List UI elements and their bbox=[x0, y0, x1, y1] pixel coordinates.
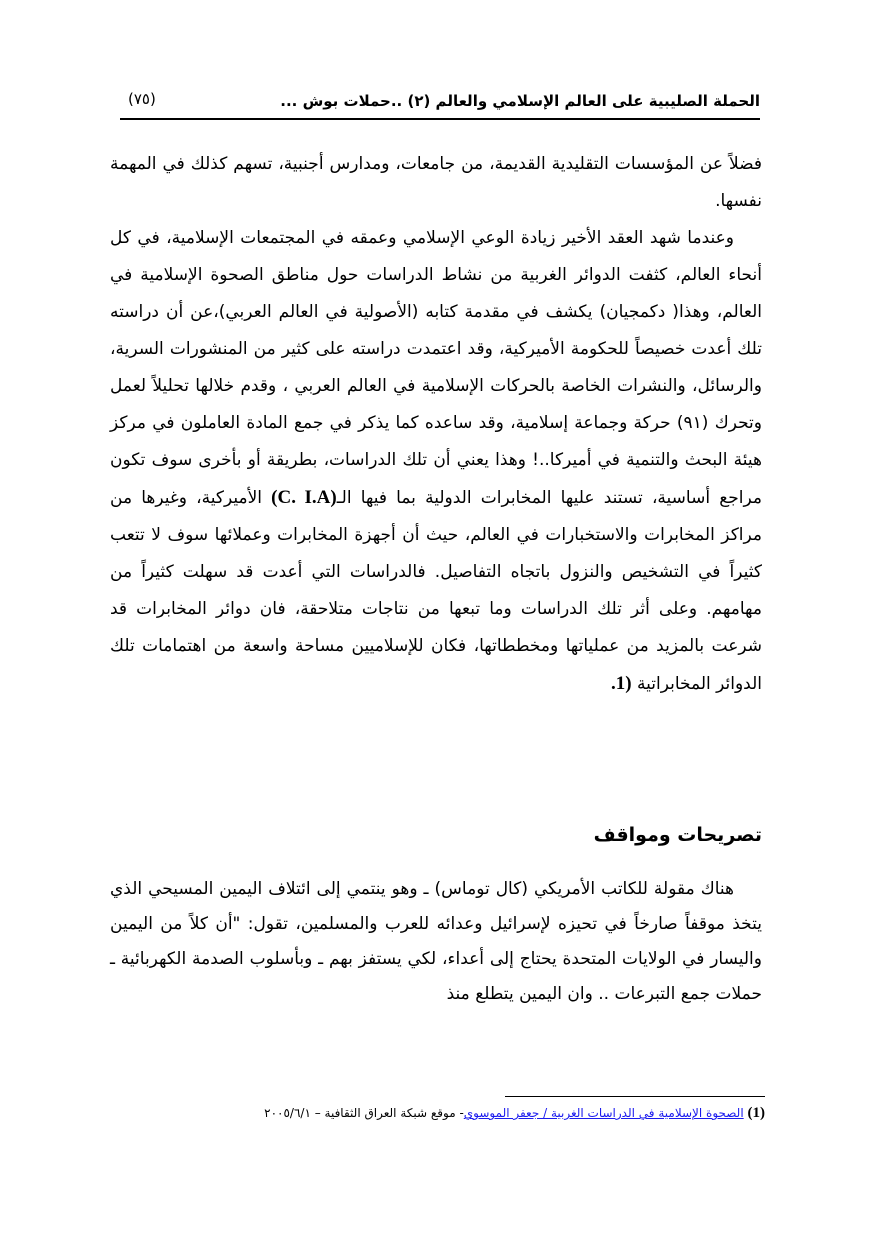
paragraph-1: فضلاً عن المؤسسات التقليدية القديمة، من جامعات، ومدارس أجنبية، تسهم كذلك في المهمة نفسها. bbox=[110, 154, 762, 211]
section-paragraph-1: هناك مقولة للكاتب الأمريكي (كال توماس) ـ وهو ينتمي إلى ائتلاف اليمين المسيحي الذي يتخذ موقفاً صارخاً في تحيزه لإسرائيل وعدائه للعرب والمسلمين، تقول: "أن كلاً من اليمين واليسار في الولايات المتحدة يحتاج إلى أعداء، لكي يستفز بهم ـ وبأسلوب الصدمة الكهربائية ـ حملات جمع التبرعات .. وان اليمين يتطلع منذ bbox=[110, 879, 762, 1004]
section-heading: تصريحات ومواقف bbox=[593, 824, 762, 846]
paragraph-2-part-2: الأميركية، وغيرها من مراكز المخابرات والاستخبارات في العالم، حيث أن أجهزة المخابرات وعملائها سوف لا تتعب كثيراً في التشخيص والنزول باتجاه التفاصيل. فالدراسات التي أعدت قد سهلت كثيراً من مهامهم. وعلى أثر تلك الدراسات وما تبعها من نتاجات متلاحقة، فان دوائر المخابرات قد شرعت بالمزيد من عملياتها ومخططاتها، فكان للإسلاميين مساحة واسعة من اهتمامات تلك الدوائر المخابراتية bbox=[110, 488, 762, 694]
footnote-divider bbox=[505, 1096, 765, 1097]
footnote-reference[interactable]: (1. bbox=[611, 673, 632, 694]
footnote-source-details: - موقع شبكة العراق الثقافية – ٢٠٠٥/٦/١ bbox=[264, 1106, 464, 1120]
agency-acronym: (C. I.A) bbox=[271, 487, 337, 508]
main-text bbox=[110, 146, 762, 703]
footnote-marker: (1) bbox=[747, 1105, 765, 1121]
footnote bbox=[264, 1105, 765, 1122]
footnote-source-link[interactable]: الصحوة الإسلامية في الدراسات الغربية / جعفر الموسوي bbox=[463, 1106, 744, 1120]
page-number: (٧٥) bbox=[128, 90, 156, 108]
section-text bbox=[110, 872, 762, 1012]
header-title: الحملة الصليبية على العالم الإسلامي والعالم (٢) ..حملات بوش ... bbox=[280, 92, 760, 110]
running-header bbox=[120, 84, 760, 120]
paragraph-2 bbox=[110, 220, 762, 703]
paragraph-2-part-1: وعندما شهد العقد الأخير زيادة الوعي الإسلامي وعمقه في المجتمعات الإسلامية، في كل أنحاء العالم، كثفت الدوائر الغربية من نشاط الدراسات حول مناطق الصحوة الإسلامية في العالم، وهذا( دكمجيان) يكشف في مقدمة كتابه (الأصولية في العالم العربي)،عن أن دراسته تلك أعدت خصيصاً للحكومة الأميركية، وقد اعتمدت دراسته على كثير من المنشورات السرية، والرسائل، والنشرات الخاصة بالحركات الإسلامية في العالم العربي ، وقدم خلالها تحليلاً لعمل وتحرك (٩١) حركة وجماعة إسلامية، وقد ساعده كما يذكر في جمع المادة العاملون في مركز هيئة البحث والتنمية في أميركا..! وهذا يعني أن تلك الدراسات، بطريقة أو بأخرى سوف تكون مراجع أساسية، تستند عليها المخابرات الدولية بما فيها الـ bbox=[110, 228, 762, 508]
